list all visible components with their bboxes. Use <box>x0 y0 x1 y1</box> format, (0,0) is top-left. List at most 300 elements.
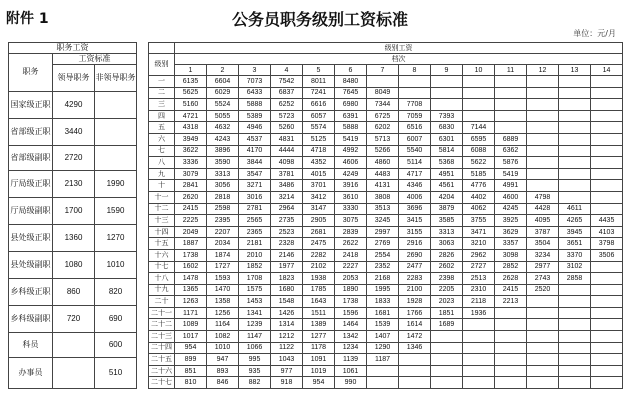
salary-cell: 954 <box>303 377 335 389</box>
salary-cell <box>591 296 623 308</box>
grade-header-13: 13 <box>559 65 591 76</box>
salary-cell: 5814 <box>431 145 463 157</box>
position-row <box>9 171 137 198</box>
salary-cell: 6029 <box>207 87 239 99</box>
salary-cell: 1061 <box>335 365 367 377</box>
level-row <box>149 180 623 192</box>
salary-cell: 2477 <box>399 261 431 273</box>
salary-cell: 1833 <box>367 296 399 308</box>
salary-cell: 2168 <box>367 273 399 285</box>
salary-cell: 2620 <box>175 191 207 203</box>
leader-salary-cell: 4290 <box>53 92 95 119</box>
salary-cell: 3102 <box>559 261 591 273</box>
salary-cell: 1389 <box>303 319 335 331</box>
salary-cell <box>495 342 527 354</box>
level-col-header: 级别 <box>149 54 175 76</box>
salary-cell: 3016 <box>239 191 271 203</box>
salary-cell: 1171 <box>175 307 207 319</box>
position-label: 厅局级正职 <box>9 171 53 198</box>
salary-cell <box>495 87 527 99</box>
salary-cell: 1358 <box>207 296 239 308</box>
salary-cell: 4831 <box>271 133 303 145</box>
salary-cell: 810 <box>175 377 207 389</box>
position-label: 厅局级副职 <box>9 198 53 225</box>
salary-cell: 1346 <box>399 342 431 354</box>
salary-cell <box>495 354 527 366</box>
salary-cell: 4249 <box>335 168 367 180</box>
salary-cell: 5125 <box>303 133 335 145</box>
salary-cell: 977 <box>271 365 303 377</box>
salary-cell: 1593 <box>207 273 239 285</box>
salary-cell: 3755 <box>463 215 495 227</box>
salary-cell: 2513 <box>463 273 495 285</box>
salary-cell: 7708 <box>399 99 431 111</box>
level-label: 十六 <box>149 249 175 261</box>
salary-cell: 1852 <box>239 261 271 273</box>
salary-cell: 2781 <box>239 203 271 215</box>
salary-cell <box>527 342 559 354</box>
salary-cell: 3079 <box>175 168 207 180</box>
salary-cell: 3357 <box>495 238 527 250</box>
salary-cell: 1082 <box>207 331 239 343</box>
salary-cell: 1290 <box>367 342 399 354</box>
leader-col-header: 领导职务 <box>53 65 95 92</box>
salary-cell: 995 <box>239 354 271 366</box>
grade-header-12: 12 <box>527 65 559 76</box>
grade-header-7: 7 <box>367 65 399 76</box>
salary-cell: 1043 <box>271 354 303 366</box>
salary-cell: 6252 <box>271 99 303 111</box>
salary-cell: 899 <box>175 354 207 366</box>
salary-cell <box>495 319 527 331</box>
salary-cell <box>591 191 623 203</box>
salary-cell: 851 <box>175 365 207 377</box>
level-label: 十八 <box>149 273 175 285</box>
salary-cell: 2962 <box>463 249 495 261</box>
salary-cell <box>431 76 463 88</box>
salary-cell <box>591 365 623 377</box>
salary-cell: 2181 <box>239 238 271 250</box>
salary-cell: 4483 <box>367 168 399 180</box>
salary-cell <box>495 307 527 319</box>
salary-cell: 2415 <box>175 203 207 215</box>
position-row <box>9 358 137 389</box>
salary-cell: 3486 <box>271 180 303 192</box>
level-label: 二十二 <box>149 319 175 331</box>
salary-cell: 3879 <box>431 203 463 215</box>
salary-cell: 2213 <box>495 296 527 308</box>
salary-cell: 2858 <box>559 273 591 285</box>
salary-cell <box>591 284 623 296</box>
salary-cell <box>559 319 591 331</box>
salary-cell <box>431 342 463 354</box>
position-row <box>9 146 137 171</box>
salary-cell: 2523 <box>271 226 303 238</box>
level-label: 一 <box>149 76 175 88</box>
nonleader-salary-cell: 820 <box>95 279 137 306</box>
salary-cell <box>591 377 623 389</box>
salary-cell: 5419 <box>335 133 367 145</box>
salary-cell <box>559 168 591 180</box>
salary-cell: 4717 <box>399 168 431 180</box>
level-label: 三 <box>149 99 175 111</box>
attachment-label: 附件 1 <box>6 11 49 27</box>
salary-cell: 2146 <box>271 249 303 261</box>
salary-cell <box>559 180 591 192</box>
grade-header-10: 10 <box>463 65 495 76</box>
salary-cell <box>591 168 623 180</box>
level-label: 八 <box>149 157 175 169</box>
salary-cell <box>463 342 495 354</box>
position-label: 国家级正职 <box>9 92 53 119</box>
salary-cell: 1478 <box>175 273 207 285</box>
salary-cell: 4611 <box>559 203 591 215</box>
salary-cell: 7073 <box>239 76 271 88</box>
salary-cell <box>559 76 591 88</box>
salary-cell: 5723 <box>271 110 303 122</box>
salary-cell <box>527 365 559 377</box>
position-row <box>9 225 137 252</box>
salary-cell: 3798 <box>591 238 623 250</box>
salary-cell: 3513 <box>367 203 399 215</box>
salary-cell: 1596 <box>335 307 367 319</box>
salary-cell: 1890 <box>335 284 367 296</box>
level-row <box>149 168 623 180</box>
grade-header-3: 3 <box>239 65 271 76</box>
position-salary-header: 职务工资 <box>9 43 137 54</box>
leader-salary-cell: 1360 <box>53 225 95 252</box>
level-salary-corner <box>149 43 175 54</box>
salary-cell: 5114 <box>399 157 431 169</box>
position-row <box>9 252 137 279</box>
salary-cell <box>591 261 623 273</box>
salary-cell: 4860 <box>367 157 399 169</box>
salary-cell: 5574 <box>303 122 335 134</box>
salary-cell: 4444 <box>271 145 303 157</box>
salary-cell: 5368 <box>431 157 463 169</box>
salary-cell: 6830 <box>431 122 463 134</box>
level-row <box>149 296 623 308</box>
salary-cell: 6301 <box>431 133 463 145</box>
salary-cell: 5160 <box>175 99 207 111</box>
salary-cell <box>463 365 495 377</box>
level-row <box>149 342 623 354</box>
salary-cell <box>527 76 559 88</box>
grade-header-8: 8 <box>399 65 431 76</box>
salary-cell: 3916 <box>335 180 367 192</box>
salary-cell <box>591 342 623 354</box>
salary-cell <box>463 319 495 331</box>
salary-cell: 1277 <box>303 331 335 343</box>
salary-cell: 6725 <box>367 110 399 122</box>
salary-cell: 1472 <box>399 331 431 343</box>
salary-cell <box>399 354 431 366</box>
level-label: 十三 <box>149 215 175 227</box>
salary-cell: 2398 <box>431 273 463 285</box>
salary-cell: 2205 <box>431 284 463 296</box>
salary-cell: 5625 <box>175 87 207 99</box>
salary-cell: 1187 <box>367 354 399 366</box>
salary-cell <box>527 319 559 331</box>
salary-cell: 3075 <box>335 215 367 227</box>
salary-cell: 5622 <box>463 157 495 169</box>
salary-cell: 2352 <box>367 261 399 273</box>
salary-cell: 3471 <box>463 226 495 238</box>
level-row <box>149 377 623 389</box>
salary-cell: 5524 <box>207 99 239 111</box>
salary-cell: 6604 <box>207 76 239 88</box>
level-label: 十一 <box>149 191 175 203</box>
salary-cell: 2365 <box>239 226 271 238</box>
salary-cell: 2622 <box>335 238 367 250</box>
position-label: 乡科级副职 <box>9 306 53 333</box>
salary-cell: 1342 <box>335 331 367 343</box>
level-label: 十七 <box>149 261 175 273</box>
salary-cell: 4245 <box>495 203 527 215</box>
salary-cell <box>591 273 623 285</box>
salary-cell: 1602 <box>175 261 207 273</box>
salary-cell: 990 <box>335 377 367 389</box>
salary-cell: 1139 <box>335 354 367 366</box>
salary-cell <box>591 133 623 145</box>
unit-label: 单位：元/月 <box>573 29 616 38</box>
salary-cell: 2916 <box>399 238 431 250</box>
salary-cell <box>431 377 463 389</box>
level-label: 二十四 <box>149 342 175 354</box>
salary-cell: 3098 <box>495 249 527 261</box>
salary-cell <box>399 365 431 377</box>
salary-cell <box>559 307 591 319</box>
salary-cell: 6980 <box>335 99 367 111</box>
salary-cell: 7144 <box>463 122 495 134</box>
level-row <box>149 99 623 111</box>
salary-cell: 3781 <box>271 168 303 180</box>
salary-cell: 1147 <box>239 331 271 343</box>
level-row <box>149 319 623 331</box>
salary-cell: 5419 <box>495 168 527 180</box>
salary-cell: 4204 <box>431 191 463 203</box>
salary-cell: 5876 <box>495 157 527 169</box>
level-row <box>149 191 623 203</box>
salary-cell: 2049 <box>175 226 207 238</box>
salary-cell: 1089 <box>175 319 207 331</box>
salary-cell <box>463 377 495 389</box>
salary-cell <box>367 76 399 88</box>
level-label: 二十一 <box>149 307 175 319</box>
level-row <box>149 226 623 238</box>
salary-cell: 2690 <box>399 249 431 261</box>
salary-cell: 1614 <box>399 319 431 331</box>
salary-cell: 4721 <box>175 110 207 122</box>
salary-cell: 1511 <box>303 307 335 319</box>
salary-cell <box>527 122 559 134</box>
salary-cell: 3063 <box>431 238 463 250</box>
salary-cell <box>559 365 591 377</box>
salary-cell: 4006 <box>399 191 431 203</box>
salary-cell: 2598 <box>207 203 239 215</box>
salary-cell <box>591 319 623 331</box>
grade-header-2: 2 <box>207 65 239 76</box>
salary-cell <box>559 191 591 203</box>
salary-cell: 3585 <box>431 215 463 227</box>
salary-cell <box>399 377 431 389</box>
salary-cell: 1010 <box>207 342 239 354</box>
salary-cell: 2841 <box>175 180 207 192</box>
salary-cell: 882 <box>239 377 271 389</box>
position-row <box>9 333 137 358</box>
salary-cell: 1256 <box>207 307 239 319</box>
salary-cell: 2602 <box>431 261 463 273</box>
salary-cell: 2735 <box>271 215 303 227</box>
level-salary-header: 级别工资 <box>175 43 623 54</box>
level-row <box>149 331 623 343</box>
salary-cell: 2905 <box>303 215 335 227</box>
salary-cell <box>431 99 463 111</box>
level-label: 二十六 <box>149 365 175 377</box>
salary-cell: 3844 <box>239 157 271 169</box>
grade-header-4: 4 <box>271 65 303 76</box>
nonleader-salary-cell: 1590 <box>95 198 137 225</box>
position-label: 乡科级正职 <box>9 279 53 306</box>
salary-cell: 4062 <box>463 203 495 215</box>
salary-cell: 6362 <box>495 145 527 157</box>
level-label: 九 <box>149 168 175 180</box>
salary-cell: 2977 <box>527 261 559 273</box>
salary-cell: 1365 <box>175 284 207 296</box>
salary-cell: 7393 <box>431 110 463 122</box>
salary-cell: 1738 <box>175 249 207 261</box>
salary-cell <box>559 296 591 308</box>
level-row <box>149 110 623 122</box>
level-row <box>149 157 623 169</box>
standard-col-header: 工资标准 <box>53 54 137 65</box>
leader-salary-cell <box>53 333 95 358</box>
salary-cell <box>431 354 463 366</box>
level-row <box>149 215 623 227</box>
salary-cell: 2395 <box>207 215 239 227</box>
leader-salary-cell: 720 <box>53 306 95 333</box>
salary-cell: 4718 <box>303 145 335 157</box>
salary-cell: 2023 <box>431 296 463 308</box>
page-title: 公务员职务级别工资标准 <box>231 10 408 29</box>
position-row <box>9 92 137 119</box>
salary-cell <box>527 110 559 122</box>
salary-cell: 2310 <box>463 284 495 296</box>
salary-cell: 947 <box>207 354 239 366</box>
position-salary-table <box>8 42 137 389</box>
salary-cell: 5888 <box>335 122 367 134</box>
nonleader-salary-cell <box>95 146 137 171</box>
salary-cell <box>559 342 591 354</box>
salary-cell: 4600 <box>495 191 527 203</box>
salary-cell: 3056 <box>207 180 239 192</box>
nonleader-salary-cell: 1270 <box>95 225 137 252</box>
salary-cell <box>591 122 623 134</box>
salary-cell: 3696 <box>399 203 431 215</box>
salary-cell: 4346 <box>399 180 431 192</box>
salary-cell <box>559 145 591 157</box>
salary-cell: 1785 <box>303 284 335 296</box>
leader-salary-cell: 1080 <box>53 252 95 279</box>
salary-cell <box>527 377 559 389</box>
salary-cell <box>559 354 591 366</box>
level-label: 二十七 <box>149 377 175 389</box>
salary-cell: 6202 <box>367 122 399 134</box>
salary-cell: 5260 <box>271 122 303 134</box>
salary-cell: 1995 <box>367 284 399 296</box>
salary-cell <box>559 377 591 389</box>
salary-cell: 7542 <box>271 76 303 88</box>
level-label: 十 <box>149 180 175 192</box>
salary-cell: 7241 <box>303 87 335 99</box>
salary-cell <box>431 87 463 99</box>
salary-cell: 2328 <box>271 238 303 250</box>
salary-cell: 4170 <box>239 145 271 157</box>
salary-cell: 2053 <box>335 273 367 285</box>
leader-salary-cell <box>53 358 95 389</box>
salary-cell: 1823 <box>271 273 303 285</box>
salary-cell: 3330 <box>335 203 367 215</box>
salary-cell: 1936 <box>463 307 495 319</box>
salary-cell <box>591 331 623 343</box>
salary-cell: 2010 <box>239 249 271 261</box>
level-label: 二 <box>149 87 175 99</box>
salary-cell: 6391 <box>335 110 367 122</box>
salary-cell <box>559 99 591 111</box>
salary-cell: 2554 <box>367 249 399 261</box>
salary-cell: 3629 <box>495 226 527 238</box>
salary-cell: 1263 <box>175 296 207 308</box>
salary-cell: 4992 <box>335 145 367 157</box>
salary-cell: 3313 <box>431 226 463 238</box>
grade-header-5: 5 <box>303 65 335 76</box>
leader-salary-cell: 2720 <box>53 146 95 171</box>
grade-header-6: 6 <box>335 65 367 76</box>
salary-cell: 4435 <box>591 215 623 227</box>
level-label: 十四 <box>149 226 175 238</box>
salary-cell: 3949 <box>175 133 207 145</box>
grade-col-header: 档次 <box>175 54 623 65</box>
salary-cell: 3370 <box>559 249 591 261</box>
salary-cell: 2282 <box>303 249 335 261</box>
salary-cell <box>591 180 623 192</box>
salary-cell <box>495 365 527 377</box>
salary-cell: 3622 <box>175 145 207 157</box>
salary-cell <box>527 307 559 319</box>
salary-cell: 4632 <box>207 122 239 134</box>
nonleader-col-header: 非领导职务 <box>95 65 137 92</box>
salary-cell: 6088 <box>463 145 495 157</box>
grade-header-14: 14 <box>591 65 623 76</box>
salary-cell: 4951 <box>431 168 463 180</box>
salary-cell: 2283 <box>399 273 431 285</box>
salary-cell <box>559 157 591 169</box>
salary-cell: 1727 <box>207 261 239 273</box>
salary-cell: 2100 <box>399 284 431 296</box>
salary-cell: 1470 <box>207 284 239 296</box>
salary-cell: 3945 <box>559 226 591 238</box>
salary-cell: 3547 <box>239 168 271 180</box>
salary-cell <box>495 110 527 122</box>
salary-cell: 3412 <box>303 191 335 203</box>
salary-cell: 1212 <box>271 331 303 343</box>
level-salary-table <box>148 42 623 389</box>
salary-cell: 4428 <box>527 203 559 215</box>
salary-cell: 5055 <box>207 110 239 122</box>
salary-cell <box>527 354 559 366</box>
salary-cell: 3787 <box>527 226 559 238</box>
salary-cell <box>527 145 559 157</box>
